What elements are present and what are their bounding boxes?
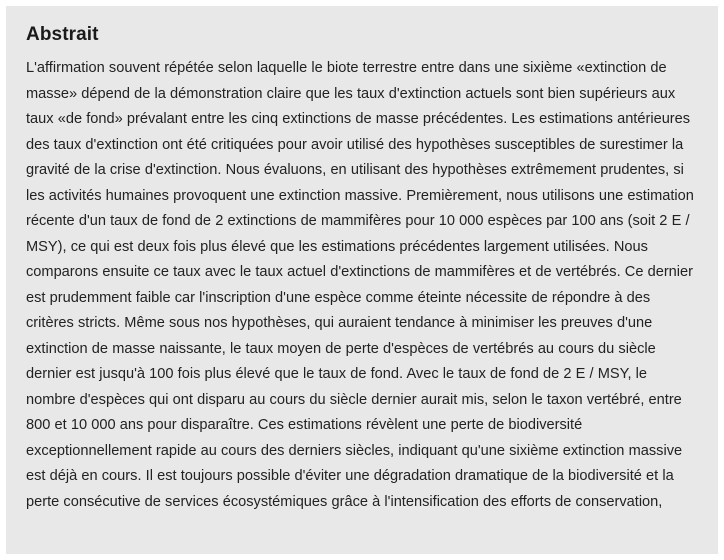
abstract-text: L'affirmation souvent répétée selon laquelle le biote terrestre entre dans une sixième «extinction de masse» dépend de la démonstration claire que les taux d'extinction actuels sont bien supérieurs aux taux «de fond» prévalant entre les cinq extinctions de masse précédentes. Les estimations antérieures des taux d'extinction ont été critiquées pour avoir utilisé des hypothèses susceptibles de surestimer la gravité de la crise d'extinction. Nous évaluons, en utilisant des hypothèses extrêmement prudentes, si les activités humaines provoquent une extinction massive. Premièrement, nous utilisons une estimation récente d'un taux de fond de 2 extinctions de mammifères pour 10 000 espèces par 100 ans (soit 2 E / MSY), ce qui est deux fois plus élevé que les estimations précédentes largement utilisées. Nous comparons ensuite ce taux avec le taux actuel d'extinctions de mammifères et de vertébrés. Ce dernier est prudemment faible car l'inscription d'une espèce comme éteinte nécessite de répondre à des critères stricts. Même sous nos hypothèses, qui auraient tendance à minimiser les preuves d'une extinction de masse naissante, le taux moyen de perte d'espèces de vertébrés au cours du siècle dernier est jusqu'à 100 fois plus élevé que le taux de fond. Avec le taux de fond de 2 E / MSY, le nombre d'espèces qui ont disparu au cours du siècle dernier aurait mis, selon le taxon vertébré, entre 800 et 10 000 ans pour disparaître. Ces estimations révèlent une perte de biodiversité exceptionnellement rapide au cours des derniers siècles, indiquant qu'une sixième extinction massive est déjà en cours. Il est toujours possible d'éviter une dégradation dramatique de la biodiversité et la perte consécutive de services écosystémiques grâce à l'intensification des efforts de conservation, [26, 60, 699, 510]
abstract-heading: Abstrait [26, 24, 99, 45]
abstract-panel [6, 6, 718, 554]
